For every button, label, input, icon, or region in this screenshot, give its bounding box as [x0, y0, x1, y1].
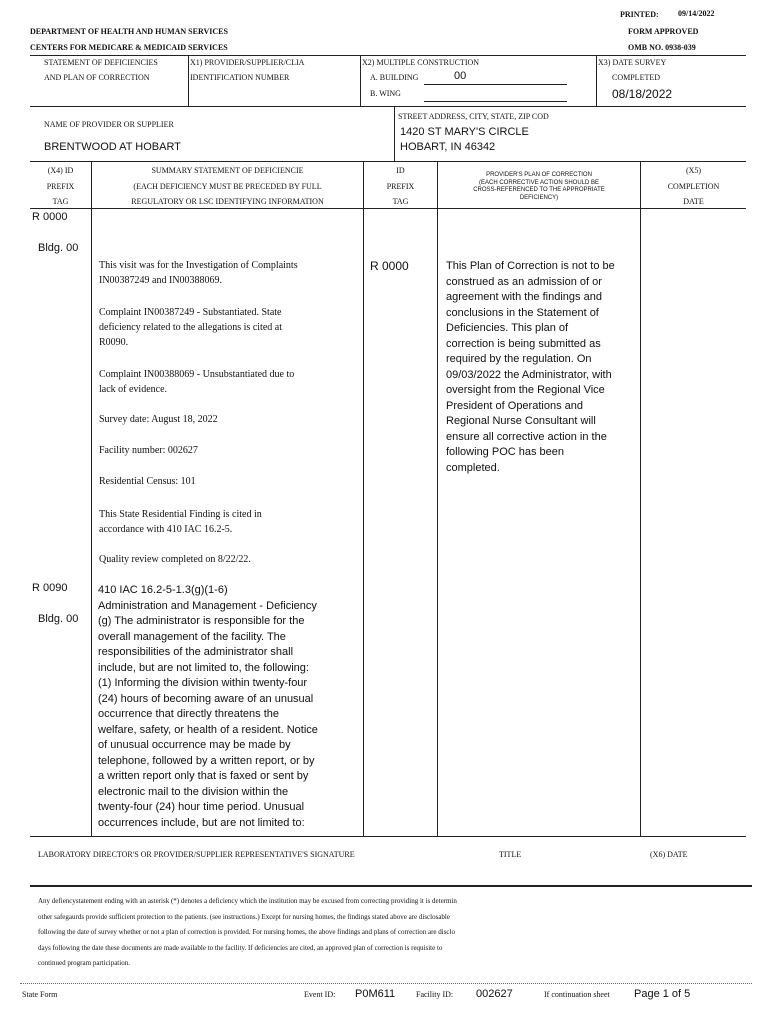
divider — [596, 55, 597, 106]
text-line: This visit was for the Investigation of Complaints — [99, 260, 298, 271]
omb-number: OMB NO. 0938-039 — [628, 43, 696, 52]
building-label: A. BUILDING — [370, 73, 419, 82]
page-number: Page 1 of 5 — [634, 988, 691, 1000]
top-box-bottom — [30, 106, 746, 107]
address-label: STREET ADDRESS, CITY, STATE, ZIP COD — [398, 112, 549, 121]
event-id-label: Event ID: — [304, 990, 336, 999]
text-line: construed as an admission of or — [446, 275, 602, 288]
text-line: telephone, followed by a written report, or by — [98, 754, 315, 767]
summary-header-2: (EACH DEFICIENCY MUST BE PRECEDED BY FULL — [133, 182, 322, 191]
signature-row-bottom — [30, 885, 752, 887]
divider — [188, 55, 189, 106]
facility-id-value: 002627 — [476, 988, 513, 1000]
column-divider — [437, 161, 438, 836]
address-line1: 1420 ST MARY'S CIRCLE — [400, 126, 529, 138]
survey-date-text: Survey date: August 18, 2022 — [99, 414, 218, 425]
provider-name-label: NAME OF PROVIDER OR SUPPLIER — [44, 120, 174, 129]
x5-header-3: DATE — [683, 197, 704, 206]
department-name: DEPARTMENT OF HEALTH AND HUMAN SERVICES — [30, 27, 228, 36]
quality-review-text: Quality review completed on 8/22/22. — [99, 554, 251, 565]
plan-header-1: PROVIDER'S PLAN OF CORRECTION — [486, 172, 592, 178]
census-text: Residential Census: 101 — [99, 476, 196, 487]
text-line: Any defiencystatement ending with an asterisk (*) denotes a deficiency which the institution may be excused from correcting providing it is determin — [38, 897, 457, 905]
provider-name: BRENTWOOD AT HOBART — [44, 141, 181, 153]
plan-tag-r0000: R 0000 — [370, 259, 409, 273]
x1-label-2: IDENTIFICATION NUMBER — [190, 73, 290, 82]
regulation-text — [98, 583, 318, 831]
text-line: of unusual occurrence may be made by — [98, 739, 291, 751]
column-divider — [363, 161, 364, 836]
divider — [394, 106, 395, 161]
text-line: electronic mail to the division within the — [98, 785, 289, 798]
text-line: Complaint IN00387249 - Substantiated. State — [99, 307, 282, 318]
text-line: R0090. — [99, 337, 129, 348]
text-line: days following the date these documents are made available to the facility. If deficiencies are cited, an approved plan of correction is requisite to — [38, 943, 443, 952]
text-line: Administration and Management - Deficiency — [98, 599, 317, 612]
text-line: oversight from the Regional Vice — [446, 384, 605, 396]
text-line: occurrences include, but are not limited to: — [98, 816, 305, 829]
text-line: Deficiencies. This plan of — [446, 322, 569, 334]
plan-header-4: DEFICIENCY) — [519, 194, 559, 201]
id-header-2: PREFIX — [386, 182, 415, 191]
bldg-label: Bldg. 00 — [38, 242, 79, 254]
disclaimer-text — [38, 894, 457, 972]
column-divider — [640, 161, 641, 836]
column-divider — [91, 161, 92, 836]
title-label: TITLE — [499, 850, 522, 859]
column-header-bottom — [30, 208, 746, 209]
text-line: completed. — [446, 461, 500, 474]
event-id-value: P0M611 — [355, 988, 396, 1000]
statement-label-2: AND PLAN OF CORRECTION — [44, 73, 150, 82]
agency-name: CENTERS FOR MEDICARE & MEDICAID SERVICES — [30, 43, 228, 52]
text-line: following POC has been — [446, 446, 565, 458]
x3-label: X3) DATE SURVEY — [598, 58, 667, 67]
text-line: President of Operations and — [446, 399, 583, 412]
x1-label: X1) PROVIDER/SUPPLIER/CLIA — [190, 58, 305, 67]
text-line: conclusions in the Statement of — [446, 306, 599, 319]
text-line: continued program participation. — [38, 959, 130, 967]
id-header: ID — [396, 166, 405, 175]
text-line: welfare, safety, or health of a resident. Notice — [98, 723, 318, 736]
x5-header-2: COMPLETION — [667, 182, 720, 191]
text-line: Complaint IN00388069 - Unsubstantiated due to — [99, 369, 295, 380]
id-header-3: TAG — [392, 197, 409, 206]
text-line: This State Residential Finding is cited in — [99, 509, 262, 520]
x4-header-2: PREFIX — [46, 182, 75, 191]
text-line: (1) Informing the division within twenty-four — [98, 677, 308, 689]
tag-r0090: R 0090 — [32, 582, 68, 594]
text-line: agreement with the findings and — [446, 291, 602, 303]
signature-row-top — [30, 836, 746, 837]
text-line: correction is being submitted as — [446, 337, 601, 350]
text-line: IN00387249 and IN00388069. — [99, 275, 223, 286]
text-line: ensure all corrective action in the — [446, 430, 607, 443]
text-line: occurrence that directly threatens the — [98, 708, 279, 720]
text-line: 410 IAC 16.2-5-1.3(g)(1-6) — [98, 584, 228, 596]
text-line: deficiency related to the allegations is cited at — [99, 322, 282, 333]
text-line: responsibilities of the administrator shall — [98, 646, 294, 658]
footer-divider — [20, 983, 752, 984]
text-line: (g) The administrator is responsible for the — [98, 615, 305, 627]
form-approved: FORM APPROVED — [628, 27, 699, 36]
paragraph-finding — [99, 507, 262, 537]
text-line: include, but are not limited to, the following: — [98, 661, 309, 674]
paragraph-complaint1 — [99, 305, 282, 350]
text-line: following the date of survey whether or not a plan of correction is provided. For nursing homes, the above findings and plans of correction are disclo — [38, 928, 455, 936]
statement-label: STATEMENT OF DEFICIENCIES — [44, 58, 158, 67]
building-value: 00 — [454, 70, 467, 82]
x2-label: X2) MULTIPLE CONSTRUCTION — [362, 58, 480, 67]
text-line: accordance with 410 IAC 16.2-5. — [99, 524, 233, 535]
text-line: lack of evidence. — [99, 384, 168, 395]
wing-label: B. WING — [370, 89, 401, 98]
bldg-label: Bldg. 00 — [38, 613, 79, 625]
text-line: Regional Nurse Consultant will — [446, 415, 596, 427]
state-form-label: State Form — [22, 990, 58, 999]
wing-underline — [424, 101, 567, 102]
text-line: 09/03/2022 the Administrator, with — [446, 368, 612, 381]
facility-number-text: Facility number: 002627 — [99, 445, 198, 456]
text-line: other safegaurds provide sufficient protection to the patients. (see instructions.) Except for nursing homes, the findings stated above are disclosable — [38, 912, 450, 921]
text-line: overall management of the facility. The — [98, 630, 286, 643]
text-line: required by the regulation. On — [446, 353, 592, 365]
text-line: twenty-four (24) hour time period. Unusual — [98, 801, 305, 813]
text-line: a written report only that is faxed or sent by — [98, 770, 309, 782]
text-line: (24) hours of becoming aware of an unusual — [98, 692, 314, 705]
printed-label: PRINTED: — [620, 10, 659, 19]
facility-id-label: Facility ID: — [416, 990, 454, 999]
summary-header: SUMMARY STATEMENT OF DEFICIENCIE — [151, 166, 304, 175]
text-line: This Plan of Correction is not to be — [446, 260, 615, 272]
plan-header-3: CROSS-REFERENCED TO THE APPROPRIATE — [473, 187, 605, 193]
paragraph-visit — [99, 258, 298, 288]
survey-date-value: 08/18/2022 — [612, 87, 673, 101]
address-line2: HOBART, IN 46342 — [400, 141, 496, 153]
tag-r0000: R 0000 — [32, 211, 68, 223]
continuation-label: If continuation sheet — [544, 990, 610, 999]
plan-header-2: (EACH CORRECTIVE ACTION SHOULD BE — [478, 179, 600, 186]
signature-label: LABORATORY DIRECTOR'S OR PROVIDER/SUPPLIER REPRESENTATIVE'S SIGNATURE — [38, 850, 355, 859]
plan-of-correction-text — [446, 259, 615, 476]
printed-date: 09/14/2022 — [678, 9, 715, 18]
plan-header — [438, 172, 640, 202]
x4-header: (X4) ID — [47, 166, 74, 175]
provider-row-bottom — [30, 161, 746, 162]
x6-date-label: (X6) DATE — [650, 850, 688, 859]
x5-header: (X5) — [685, 166, 702, 175]
x4-header-3: TAG — [52, 197, 69, 206]
x3-label-2: COMPLETED — [612, 73, 660, 82]
paragraph-complaint2 — [99, 367, 294, 397]
summary-header-3: REGULATORY OR LSC IDENTIFYING INFORMATION — [131, 197, 324, 206]
divider — [360, 55, 361, 106]
building-underline — [424, 84, 567, 85]
top-border — [30, 55, 746, 56]
